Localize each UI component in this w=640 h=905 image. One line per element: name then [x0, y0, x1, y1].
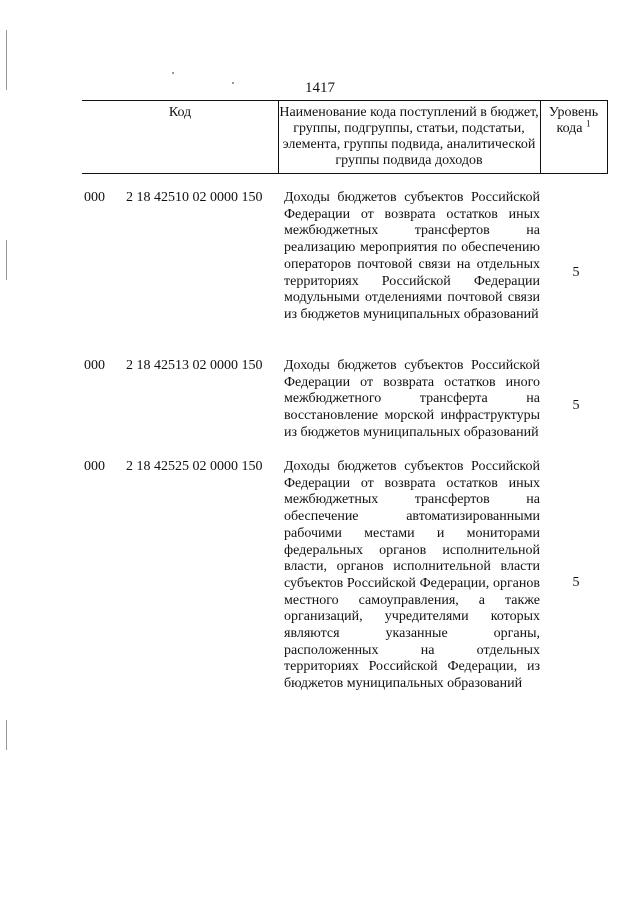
row-prefix: 000: [84, 190, 105, 205]
header-name: Наименование кода поступлений в бюджет, группы, подгруппы, статьи, подстатьи, элемента, группы подвида, аналитической группы подвида доходов: [279, 105, 539, 168]
header-code: Код: [168, 105, 192, 120]
table-header: [82, 100, 608, 174]
scan-speck: [172, 72, 174, 74]
row-level: 5: [572, 265, 580, 280]
row-code: 2 18 42510 02 0000 150: [126, 190, 263, 205]
scan-speck: [6, 720, 7, 750]
row-code: 2 18 42525 02 0000 150: [126, 459, 263, 474]
row-level: 5: [572, 575, 580, 590]
row-name: Доходы бюджетов субъектов Российской Федерации от возврата остатков иных межбюджетных трансфертов на обеспечение автоматизированными рабочими местами и мониторами федеральных органов исполнительной власти, органов исполнительной власти субъектов Российской Федерации, органов местного самоуправления, а также организаций, учредителями которых являются указанные органы, расположенных на отдельных территориях Российской Федерации, из бюджетов муниципальных образований: [284, 459, 540, 692]
row-name: Доходы бюджетов субъектов Российской Федерации от возврата остатков иного межбюджетного трансферта на восстановление морской инфраструктуры из бюджетов муниципальных образований: [284, 358, 540, 440]
row-code: 2 18 42513 02 0000 150: [126, 358, 263, 373]
scan-speck: [6, 240, 7, 280]
column-divider: [607, 101, 608, 173]
header-level: [540, 105, 607, 137]
footnote-marker: 1: [586, 118, 591, 129]
row-prefix: 000: [84, 459, 105, 474]
page-number: 1417: [305, 80, 335, 96]
header-level-word2: кода: [556, 121, 583, 136]
row-name: Доходы бюджетов субъектов Российской Федерации от возврата остатков иных межбюджетных трансфертов на реализацию мероприятия по обеспечению операторов почтовой связи на отдельных территориях Российской Федерации модульными отделениями почтовой связи из бюджетов муниципальных образований: [284, 190, 540, 322]
row-prefix: 000: [84, 358, 105, 373]
row-level: 5: [572, 398, 580, 413]
header-level-word: Уровень: [548, 105, 599, 120]
